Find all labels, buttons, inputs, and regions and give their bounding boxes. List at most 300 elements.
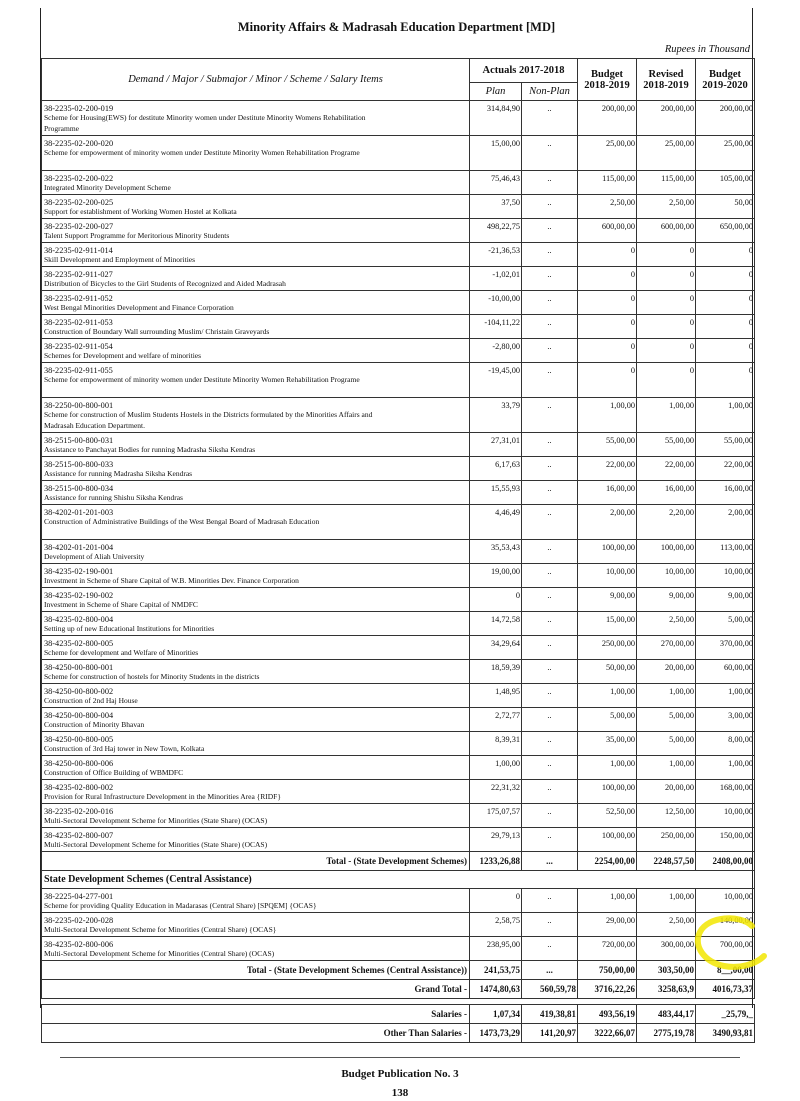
table-row bbox=[42, 756, 755, 780]
table-row bbox=[42, 481, 755, 505]
actual-plan-cell: -19,45,00 bbox=[470, 363, 522, 398]
budget-1920-cell: 1,00,00 bbox=[696, 756, 755, 780]
revised-1819-cell: 0 bbox=[637, 243, 696, 267]
table-row bbox=[42, 612, 755, 636]
total-state-label: Total - (State Development Schemes) bbox=[42, 852, 470, 871]
actual-plan-cell: -10,00,00 bbox=[470, 291, 522, 315]
salaries-row bbox=[42, 1005, 755, 1024]
document-page bbox=[40, 8, 753, 1038]
scheme-description: Multi-Sectoral Development Scheme for Minorities (State Share) (OCAS) bbox=[44, 840, 268, 849]
budget-1819-cell: 115,00,00 bbox=[578, 171, 637, 195]
scheme-description: Setting up of new Educational Institutions for Minorities bbox=[44, 624, 215, 633]
actual-nonplan-cell: .. bbox=[522, 756, 578, 780]
scheme-description: Distribution of Bicycles to the Girl Students of Recognized and Aided Madrasah bbox=[44, 279, 286, 288]
scheme-description: Scheme for empowerment of minority women under Destitute Minority Women Rehabilitation Programe bbox=[44, 375, 360, 384]
table-row bbox=[42, 315, 755, 339]
revised-1819-cell: 1,00,00 bbox=[637, 756, 696, 780]
totals-block bbox=[42, 852, 755, 889]
header-item: Demand / Major / Submajor / Minor / Scheme / Salary Items bbox=[42, 59, 470, 101]
scheme-description: Assistance for running Shishu Siksha Kendras bbox=[44, 493, 183, 502]
scheme-code: 38-4235-02-800-007 bbox=[44, 831, 114, 840]
revised-1819-cell: 20,00,00 bbox=[637, 660, 696, 684]
revised-1819-cell: 0 bbox=[637, 363, 696, 398]
scheme-cell bbox=[42, 660, 470, 684]
scheme-code: 38-4250-00-800-006 bbox=[44, 759, 114, 768]
actual-nonplan-cell: .. bbox=[522, 612, 578, 636]
budget-1920-cell: 0 bbox=[696, 339, 755, 363]
revised-1819-cell: 2,50,00 bbox=[637, 195, 696, 219]
budget-1819-cell: 0 bbox=[578, 315, 637, 339]
grand-total-label: Grand Total - bbox=[42, 980, 470, 999]
scheme-cell bbox=[42, 756, 470, 780]
other-than-salaries-revised-1819: 2775,19,78 bbox=[637, 1024, 696, 1043]
budget-1920-cell: 113,00,00 bbox=[696, 540, 755, 564]
scheme-cell bbox=[42, 457, 470, 481]
publication-label: Budget Publication No. 3 bbox=[341, 1068, 459, 1080]
budget-1819-cell: 0 bbox=[578, 363, 637, 398]
scheme-description: Scheme for Housing(EWS) for destitute Minority women under Destitute Minority Womens Rehabilitation Programme bbox=[44, 113, 366, 133]
table-row bbox=[42, 708, 755, 732]
actual-plan-cell: 2,58,75 bbox=[470, 913, 522, 937]
total-central-row bbox=[42, 961, 755, 980]
actual-plan-cell: 1,00,00 bbox=[470, 756, 522, 780]
revised-1819-cell: 20,00,00 bbox=[637, 780, 696, 804]
table-row bbox=[42, 291, 755, 315]
scheme-code: 38-2235-02-200-022 bbox=[44, 174, 114, 183]
table-row bbox=[42, 564, 755, 588]
central-rows bbox=[42, 889, 755, 961]
scheme-code: 38-4235-02-800-005 bbox=[44, 639, 114, 648]
budget-1819-cell: 2,50,00 bbox=[578, 195, 637, 219]
revised-1819-cell: 5,00,00 bbox=[637, 732, 696, 756]
budget-1819-cell: 0 bbox=[578, 243, 637, 267]
scheme-description: Support for establishment of Working Women Hostel at Kolkata bbox=[44, 207, 237, 216]
scheme-cell bbox=[42, 564, 470, 588]
actual-plan-cell: 175,07,57 bbox=[470, 804, 522, 828]
table-row bbox=[42, 588, 755, 612]
scheme-code: 38-2235-02-911-053 bbox=[44, 318, 113, 327]
actual-plan-cell: 33,79 bbox=[470, 398, 522, 433]
actual-nonplan-cell: .. bbox=[522, 267, 578, 291]
budget-1920-cell: 650,00,00 bbox=[696, 219, 755, 243]
revised-1819-cell: 2,50,00 bbox=[637, 913, 696, 937]
scheme-cell bbox=[42, 243, 470, 267]
scheme-code: 38-4235-02-800-006 bbox=[44, 940, 114, 949]
scheme-cell bbox=[42, 913, 470, 937]
budget-1920-cell: 10,00,00 bbox=[696, 564, 755, 588]
scheme-cell bbox=[42, 171, 470, 195]
scheme-code: 38-2235-02-200-019 bbox=[44, 104, 114, 113]
budget-1819-cell: 0 bbox=[578, 267, 637, 291]
scheme-description: Schemes for Development and welfare of minorities bbox=[44, 351, 202, 360]
scheme-code: 38-4250-00-800-005 bbox=[44, 735, 114, 744]
grand-total-row bbox=[42, 980, 755, 999]
actual-nonplan-cell: .. bbox=[522, 315, 578, 339]
scheme-cell bbox=[42, 267, 470, 291]
total-state-budget-1819: 2254,00,00 bbox=[578, 852, 637, 871]
scheme-code: 38-4202-01-201-004 bbox=[44, 543, 114, 552]
units-note: Rupees in Thousand bbox=[664, 44, 750, 55]
budget-1920-cell: 55,00,00 bbox=[696, 433, 755, 457]
revised-1819-cell: 100,00,00 bbox=[637, 540, 696, 564]
revised-1819-cell: 1,00,00 bbox=[637, 889, 696, 913]
scheme-cell bbox=[42, 291, 470, 315]
scheme-description: Construction of Administrative Buildings of the West Bengal Board of Madrasah Education bbox=[44, 517, 320, 526]
scheme-description: Talent Support Programme for Meritorious Minority Students bbox=[44, 231, 230, 240]
budget-1920-cell: 370,00,00 bbox=[696, 636, 755, 660]
scheme-rows bbox=[42, 101, 755, 852]
actual-plan-cell: 34,29,64 bbox=[470, 636, 522, 660]
grand-total-revised-1819: 3258,63,9 bbox=[637, 980, 696, 999]
header-revised-1819: Revised 2018-2019 bbox=[637, 59, 696, 101]
scheme-code: 38-4250-00-800-004 bbox=[44, 711, 114, 720]
budget-1819-cell: 1,00,00 bbox=[578, 684, 637, 708]
scheme-code: 38-4202-01-201-003 bbox=[44, 508, 114, 517]
budget-1819-cell: 100,00,00 bbox=[578, 540, 637, 564]
table-row bbox=[42, 660, 755, 684]
budget-1920-cell: 16,00,00 bbox=[696, 481, 755, 505]
page-title: Minority Affairs & Madrasah Education Department [MD] bbox=[237, 20, 556, 34]
revised-1819-cell: 9,00,00 bbox=[637, 588, 696, 612]
revised-1819-cell: 115,00,00 bbox=[637, 171, 696, 195]
budget-1920-cell: 0 bbox=[696, 363, 755, 398]
actual-nonplan-cell: .. bbox=[522, 660, 578, 684]
header-nonplan: Non-Plan bbox=[522, 83, 578, 101]
budget-1920-cell: 22,00,00 bbox=[696, 457, 755, 481]
table-row bbox=[42, 636, 755, 660]
actual-nonplan-cell: .. bbox=[522, 564, 578, 588]
scheme-code: 38-2515-00-800-034 bbox=[44, 484, 114, 493]
scheme-cell bbox=[42, 889, 470, 913]
total-central-budget-1920: 8__,00,00 bbox=[696, 961, 755, 980]
header-plan: Plan bbox=[470, 83, 522, 101]
actual-plan-cell: 15,55,93 bbox=[470, 481, 522, 505]
scheme-code: 38-4250-00-800-001 bbox=[44, 663, 114, 672]
scheme-description: Provision for Rural Infrastructure Development in the Minorities Area {RIDF} bbox=[44, 792, 281, 801]
table-row bbox=[42, 136, 755, 171]
header-budget-1819: Budget 2018-2019 bbox=[578, 59, 637, 101]
budget-1920-cell: 0 bbox=[696, 267, 755, 291]
total-state-plan: 1233,26,88 bbox=[470, 852, 522, 871]
revised-1819-cell: 0 bbox=[637, 315, 696, 339]
budget-1920-cell: 9,00,00 bbox=[696, 588, 755, 612]
actual-plan-cell: 22,31,32 bbox=[470, 780, 522, 804]
scheme-code: 38-4235-02-800-002 bbox=[44, 783, 114, 792]
scheme-cell bbox=[42, 588, 470, 612]
revised-1819-cell: 0 bbox=[637, 339, 696, 363]
scheme-code: 38-4235-02-190-001 bbox=[44, 567, 114, 576]
footer-divider bbox=[60, 1057, 740, 1058]
scheme-code: 38-2235-02-200-016 bbox=[44, 807, 114, 816]
other-than-salaries-plan: 1473,73,29 bbox=[470, 1024, 522, 1043]
revised-1819-cell: 12,50,00 bbox=[637, 804, 696, 828]
scheme-description: Scheme for empowerment of minority women under Destitute Minority Women Rehabilitation Programe bbox=[44, 148, 360, 157]
scheme-description: Multi-Sectoral Development Scheme for Minorities (Central Share) (OCAS) bbox=[44, 949, 275, 958]
budget-1920-cell: 25,00,00 bbox=[696, 136, 755, 171]
table-row bbox=[42, 913, 755, 937]
grand-total-budget-1920: 4016,73,37 bbox=[696, 980, 755, 999]
actual-plan-cell: 6,17,63 bbox=[470, 457, 522, 481]
budget-1920-cell: 1,00,00 bbox=[696, 398, 755, 433]
budget-1920-cell: 150,00,00 bbox=[696, 828, 755, 852]
budget-1819-cell: 55,00,00 bbox=[578, 433, 637, 457]
grand-total-budget-1819: 3716,22,26 bbox=[578, 980, 637, 999]
scheme-code: 38-2235-02-911-055 bbox=[44, 366, 113, 375]
scheme-cell bbox=[42, 136, 470, 171]
budget-1819-cell: 5,00,00 bbox=[578, 708, 637, 732]
revised-1819-cell: 300,00,00 bbox=[637, 937, 696, 961]
scheme-code: 38-2235-02-200-027 bbox=[44, 222, 114, 231]
budget-1819-cell: 16,00,00 bbox=[578, 481, 637, 505]
actual-plan-cell: 29,79,13 bbox=[470, 828, 522, 852]
total-state-nonplan: ... bbox=[522, 852, 578, 871]
budget-1920-cell: 2,00,00 bbox=[696, 505, 755, 540]
table-row bbox=[42, 171, 755, 195]
budget-1819-cell: 52,50,00 bbox=[578, 804, 637, 828]
budget-1819-cell: 9,00,00 bbox=[578, 588, 637, 612]
budget-1920-cell: 0 bbox=[696, 315, 755, 339]
scheme-description: Construction of Office Building of WBMDFC bbox=[44, 768, 184, 777]
table-row bbox=[42, 804, 755, 828]
table-row bbox=[42, 540, 755, 564]
budget-1920-cell: 168,00,00 bbox=[696, 780, 755, 804]
actual-nonplan-cell: .. bbox=[522, 433, 578, 457]
scheme-description: Skill Development and Employment of Minorities bbox=[44, 255, 196, 264]
salaries-budget-1819: 493,56,19 bbox=[578, 1005, 637, 1024]
scheme-description: Investment in Scheme of Share Capital of NMDFC bbox=[44, 600, 198, 609]
scheme-code: 38-2250-00-800-001 bbox=[44, 401, 114, 410]
actual-plan-cell: 27,31,01 bbox=[470, 433, 522, 457]
actual-plan-cell: 18,59,39 bbox=[470, 660, 522, 684]
scheme-code: 38-2515-00-800-033 bbox=[44, 460, 114, 469]
budget-1920-cell: 105,00,00 bbox=[696, 171, 755, 195]
actual-nonplan-cell: .. bbox=[522, 540, 578, 564]
actual-plan-cell: 1,48,95 bbox=[470, 684, 522, 708]
scheme-cell bbox=[42, 481, 470, 505]
scheme-description: Scheme for construction of Muslim Students Hostels in the Districts formulated by the Minorities Affairs and Madrasah Education Department. bbox=[44, 410, 373, 430]
actual-plan-cell: 14,72,58 bbox=[470, 612, 522, 636]
actual-nonplan-cell: .. bbox=[522, 684, 578, 708]
scheme-code: 38-2225-04-277-001 bbox=[44, 892, 114, 901]
scheme-cell bbox=[42, 612, 470, 636]
scheme-description: Construction of 3rd Haj tower in New Town, Kolkata bbox=[44, 744, 205, 753]
scheme-description: Multi-Sectoral Development Scheme for Minorities (State Share) (OCAS) bbox=[44, 816, 268, 825]
budget-1819-cell: 35,00,00 bbox=[578, 732, 637, 756]
total-central-revised-1819: 303,50,00 bbox=[637, 961, 696, 980]
actual-plan-cell: 2,72,77 bbox=[470, 708, 522, 732]
actual-nonplan-cell: .. bbox=[522, 171, 578, 195]
scheme-code: 38-2235-02-200-020 bbox=[44, 139, 114, 148]
table-row bbox=[42, 937, 755, 961]
table-row bbox=[42, 363, 755, 398]
scheme-description: Assistance to Panchayat Bodies for running Madrasha Siksha Kendras bbox=[44, 445, 256, 454]
actual-plan-cell: 0 bbox=[470, 588, 522, 612]
scheme-cell bbox=[42, 937, 470, 961]
actual-nonplan-cell: .. bbox=[522, 780, 578, 804]
budget-1920-cell: 50,00 bbox=[696, 195, 755, 219]
actual-plan-cell: 8,39,31 bbox=[470, 732, 522, 756]
budget-1819-cell: 2,00,00 bbox=[578, 505, 637, 540]
actual-plan-cell: -1,02,01 bbox=[470, 267, 522, 291]
actual-nonplan-cell: .. bbox=[522, 913, 578, 937]
actual-plan-cell: -2,80,00 bbox=[470, 339, 522, 363]
scheme-cell bbox=[42, 101, 470, 136]
salaries-revised-1819: 483,44,17 bbox=[637, 1005, 696, 1024]
actual-nonplan-cell: .. bbox=[522, 505, 578, 540]
actual-plan-cell: 37,50 bbox=[470, 195, 522, 219]
budget-1920-cell: 60,00,00 bbox=[696, 660, 755, 684]
scheme-cell bbox=[42, 828, 470, 852]
table-row bbox=[42, 684, 755, 708]
scheme-description: West Bengal Minorities Development and Finance Corporation bbox=[44, 303, 234, 312]
scheme-cell bbox=[42, 804, 470, 828]
total-central-nonplan: ... bbox=[522, 961, 578, 980]
actual-nonplan-cell: .. bbox=[522, 457, 578, 481]
total-central-plan: 241,53,75 bbox=[470, 961, 522, 980]
actual-nonplan-cell: .. bbox=[522, 481, 578, 505]
budget-1819-cell: 15,00,00 bbox=[578, 612, 637, 636]
budget-1819-cell: 25,00,00 bbox=[578, 136, 637, 171]
scheme-code: 38-2235-02-911-014 bbox=[44, 246, 113, 255]
scheme-cell bbox=[42, 195, 470, 219]
budget-1920-cell: 700,00,00 bbox=[696, 937, 755, 961]
actual-nonplan-cell: .. bbox=[522, 732, 578, 756]
budget-1819-cell: 29,00,00 bbox=[578, 913, 637, 937]
actual-nonplan-cell: .. bbox=[522, 195, 578, 219]
budget-1920-cell: 8,00,00 bbox=[696, 732, 755, 756]
actual-plan-cell: 35,53,43 bbox=[470, 540, 522, 564]
table-row bbox=[42, 889, 755, 913]
other-than-salaries-label: Other Than Salaries - bbox=[42, 1024, 470, 1043]
budget-1920-cell: 3,00,00 bbox=[696, 708, 755, 732]
scheme-cell bbox=[42, 540, 470, 564]
budget-1920-cell: 140,00,00 bbox=[696, 913, 755, 937]
budget-1920-cell: 1,00,00 bbox=[696, 684, 755, 708]
revised-1819-cell: 2,20,00 bbox=[637, 505, 696, 540]
scheme-description: Construction of 2nd Haj House bbox=[44, 696, 138, 705]
revised-1819-cell: 0 bbox=[637, 267, 696, 291]
budget-1819-cell: 0 bbox=[578, 339, 637, 363]
salaries-label: Salaries - bbox=[42, 1005, 470, 1024]
actual-nonplan-cell: .. bbox=[522, 588, 578, 612]
table-row bbox=[42, 195, 755, 219]
header-budget-1920: Budget 2019-2020 bbox=[696, 59, 755, 101]
table-row bbox=[42, 101, 755, 136]
scheme-description: Investment in Scheme of Share Capital of W.B. Minorities Dev. Finance Corporation bbox=[44, 576, 299, 585]
scheme-cell bbox=[42, 398, 470, 433]
budget-1819-cell: 0 bbox=[578, 291, 637, 315]
actual-nonplan-cell: .. bbox=[522, 708, 578, 732]
salaries-nonplan: 419,38,81 bbox=[522, 1005, 578, 1024]
other-than-salaries-row bbox=[42, 1024, 755, 1043]
budget-1819-cell: 22,00,00 bbox=[578, 457, 637, 481]
budget-1819-cell: 1,00,00 bbox=[578, 889, 637, 913]
total-state-row bbox=[42, 852, 755, 871]
scheme-cell bbox=[42, 636, 470, 660]
scheme-description: Scheme for construction of hostels for Minority Students in the districts bbox=[44, 672, 260, 681]
other-than-salaries-nonplan: 141,20,97 bbox=[522, 1024, 578, 1043]
scheme-cell bbox=[42, 219, 470, 243]
revised-1819-cell: 1,00,00 bbox=[637, 398, 696, 433]
actual-nonplan-cell: .. bbox=[522, 889, 578, 913]
revised-1819-cell: 1,00,00 bbox=[637, 684, 696, 708]
actual-nonplan-cell: .. bbox=[522, 243, 578, 267]
scheme-code: 38-2235-02-911-054 bbox=[44, 342, 113, 351]
table-row bbox=[42, 398, 755, 433]
budget-1819-cell: 1,00,00 bbox=[578, 398, 637, 433]
table-row bbox=[42, 780, 755, 804]
table-row bbox=[42, 732, 755, 756]
revised-1819-cell: 200,00,00 bbox=[637, 101, 696, 136]
actual-nonplan-cell: .. bbox=[522, 291, 578, 315]
budget-1819-cell: 100,00,00 bbox=[578, 828, 637, 852]
table-row bbox=[42, 267, 755, 291]
budget-1819-cell: 100,00,00 bbox=[578, 780, 637, 804]
scheme-description: Scheme for development and Welfare of Minorities bbox=[44, 648, 199, 657]
actual-nonplan-cell: .. bbox=[522, 937, 578, 961]
scheme-cell bbox=[42, 339, 470, 363]
actual-plan-cell: 75,46,43 bbox=[470, 171, 522, 195]
scheme-cell bbox=[42, 363, 470, 398]
scheme-code: 38-2235-02-200-025 bbox=[44, 198, 114, 207]
revised-1819-cell: 270,00,00 bbox=[637, 636, 696, 660]
grand-total-plan: 1474,80,63 bbox=[470, 980, 522, 999]
actual-nonplan-cell: .. bbox=[522, 636, 578, 660]
revised-1819-cell: 2,50,00 bbox=[637, 612, 696, 636]
section-central-row bbox=[42, 871, 755, 889]
scheme-description: Construction of Minority Bhavan bbox=[44, 720, 145, 729]
revised-1819-cell: 600,00,00 bbox=[637, 219, 696, 243]
page-number: 138 bbox=[391, 1087, 409, 1099]
scheme-cell bbox=[42, 708, 470, 732]
header-actuals: Actuals 2017-2018 bbox=[470, 59, 578, 83]
table-row bbox=[42, 457, 755, 481]
revised-1819-cell: 0 bbox=[637, 291, 696, 315]
scheme-cell bbox=[42, 315, 470, 339]
scheme-description: Development of Aliah University bbox=[44, 552, 145, 561]
table-row bbox=[42, 243, 755, 267]
budget-1920-cell: 200,00,00 bbox=[696, 101, 755, 136]
scheme-cell bbox=[42, 684, 470, 708]
actual-plan-cell: 0 bbox=[470, 889, 522, 913]
scheme-code: 38-4235-02-190-002 bbox=[44, 591, 114, 600]
grand-total-nonplan: 560,59,78 bbox=[522, 980, 578, 999]
table-row bbox=[42, 219, 755, 243]
actual-nonplan-cell: .. bbox=[522, 219, 578, 243]
table-row bbox=[42, 339, 755, 363]
revised-1819-cell: 10,00,00 bbox=[637, 564, 696, 588]
actual-nonplan-cell: .. bbox=[522, 828, 578, 852]
actual-nonplan-cell: .. bbox=[522, 136, 578, 171]
budget-1819-cell: 1,00,00 bbox=[578, 756, 637, 780]
budget-1819-cell: 720,00,00 bbox=[578, 937, 637, 961]
other-than-salaries-budget-1819: 3222,66,07 bbox=[578, 1024, 637, 1043]
budget-1920-cell: 0 bbox=[696, 243, 755, 267]
scheme-description: Construction of Boundary Wall surrounding Muslim/ Christain Graveyards bbox=[44, 327, 270, 336]
actual-plan-cell: 498,22,75 bbox=[470, 219, 522, 243]
table-row bbox=[42, 505, 755, 540]
total-state-budget-1920: 2408,00,00 bbox=[696, 852, 755, 871]
scheme-code: 38-2235-02-911-052 bbox=[44, 294, 113, 303]
scheme-code: 38-4250-00-800-002 bbox=[44, 687, 114, 696]
revised-1819-cell: 25,00,00 bbox=[637, 136, 696, 171]
budget-1819-cell: 200,00,00 bbox=[578, 101, 637, 136]
other-than-salaries-budget-1920: 3490,93,81 bbox=[696, 1024, 755, 1043]
actual-plan-cell: 15,00,00 bbox=[470, 136, 522, 171]
scheme-description: Integrated Minority Development Scheme bbox=[44, 183, 171, 192]
revised-1819-cell: 55,00,00 bbox=[637, 433, 696, 457]
actual-plan-cell: 19,00,00 bbox=[470, 564, 522, 588]
